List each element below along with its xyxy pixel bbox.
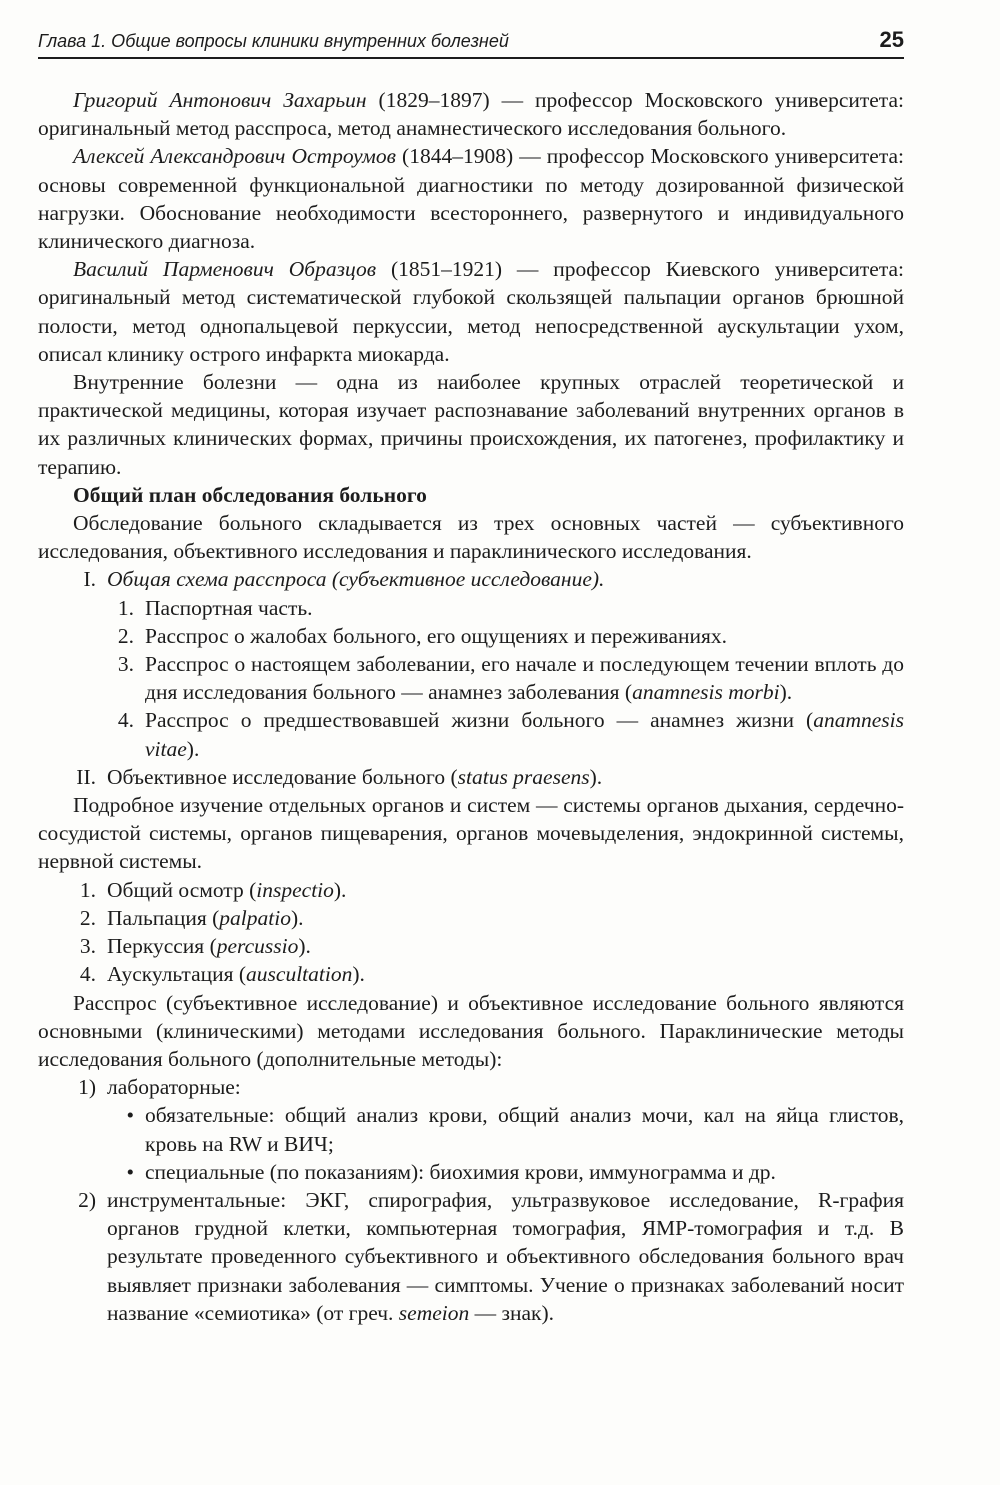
section-heading: Общий план обследования больного <box>73 482 427 507</box>
part-one-title: Общая схема расспроса (субъективное исследование). <box>107 567 605 592</box>
bio-name: Василий Парменович Образцов <box>73 257 377 282</box>
item-text <box>107 904 904 932</box>
item-text-main: Перкуссия ( <box>107 934 217 959</box>
list-item <box>38 932 904 960</box>
latin-term: anamnesis vitae <box>145 708 904 761</box>
interview-list <box>38 594 904 763</box>
item-text-main: Расспрос о предшествовавшей жизни больного — анамнез жизни ( <box>145 708 814 733</box>
bullet-text: специальные (по показаниям): биохимия крови, иммунограмма и др. <box>145 1159 776 1184</box>
item-text-end: ). <box>290 905 304 930</box>
list-item <box>38 876 904 904</box>
latin-term: semeion <box>398 1300 470 1325</box>
item-text: Расспрос о жалобах больного, его ощущениях и переживаниях. <box>145 623 727 648</box>
item-number: 2) <box>78 1187 96 1212</box>
lab-methods <box>38 1073 904 1101</box>
bullet-item <box>107 1101 904 1157</box>
item-text-main: Расспрос о настоящем заболевании, его начале и последующем течении вплоть до дня исследования больного — анамнез заболевания ( <box>145 652 904 705</box>
item-number: 3. <box>79 934 96 959</box>
latin-term: anamnesis morbi <box>632 680 780 705</box>
list-item <box>38 904 904 932</box>
methods-paragraph: Расспрос (субъективное исследование) и объективное исследование больного являются основными (клиническими) методами исследования больного. Параклинические методы исследования больного (дополнительные методы): <box>38 990 904 1071</box>
list-item <box>107 622 904 650</box>
item-number: 2. <box>79 905 96 930</box>
part-two-text: Объективное исследование больного ( <box>107 764 458 789</box>
instrumental-text-end: — знак). <box>469 1300 555 1325</box>
lab-bullet-list <box>38 1101 904 1186</box>
bullet-item <box>107 1158 904 1186</box>
roman-numeral: II. <box>76 764 96 789</box>
latin-term: percussio <box>216 934 299 959</box>
bio-text: (1829–1897) — профессор Московского университета: оригинальный метод расспроса, метод анамнестического исследования больного. <box>38 88 904 141</box>
bio-name: Григорий Антонович Захарьин <box>73 88 367 112</box>
bullet-glyph: • <box>126 1159 134 1184</box>
item-number: 4. <box>117 708 134 733</box>
page-body <box>38 86 904 1327</box>
item-number: 4. <box>79 962 96 987</box>
part-one <box>38 565 904 593</box>
item-text-main: Пальпация ( <box>107 905 220 930</box>
item-text: Паспортная часть. <box>145 595 313 620</box>
bio-paragraph <box>38 142 904 255</box>
latin-term: inspectio <box>256 877 334 902</box>
bullet-glyph: • <box>126 1103 134 1128</box>
part-two-title <box>107 763 904 791</box>
intro-paragraph: Внутренние болезни — одна из наиболее крупных отраслей теоретической и практической медицины, которая изучает распознавание заболеваний внутренних органов в их различных клинических формах, причины происхождения, их патогенез, профилактику и терапию. <box>38 370 904 479</box>
bio-paragraph <box>38 255 904 368</box>
list-item <box>38 960 904 988</box>
roman-numeral: I. <box>83 567 96 592</box>
item-text-end: ). <box>186 736 200 761</box>
item-number: 2. <box>117 623 134 648</box>
item-number: 1. <box>117 595 134 620</box>
bio-name: Алексей Александрович Остроумов <box>73 144 396 169</box>
item-text <box>107 876 904 904</box>
item-number: 1. <box>79 877 96 902</box>
part-two-paragraph: Подробное изучение отдельных органов и систем — системы органов дыхания, сердечно-сосудистой системы, органов пищеварения, органов мочевыделения, эндокринной системы, нервной системы. <box>38 793 904 874</box>
bio-text: (1844–1908) — профессор Московского университета: основы современной функциональной диагностики по методу дозированной физической нагрузки. Обоснование необходимости всестороннего, развернутого и индивидуального клинического диагноза. <box>38 144 905 254</box>
page-number: 25 <box>879 27 904 52</box>
exam-methods-list <box>38 876 904 989</box>
latin-term: auscultation <box>246 962 353 987</box>
item-text <box>145 650 904 706</box>
item-text <box>107 932 904 960</box>
item-number: 1) <box>78 1075 96 1100</box>
part-two-end: ). <box>589 764 603 789</box>
item-number: 3. <box>117 652 134 677</box>
item-text <box>107 960 904 988</box>
item-text-main: Аускультация ( <box>107 962 247 987</box>
part-two <box>38 763 904 791</box>
list-item <box>107 594 904 622</box>
chapter-title: Глава 1. Общие вопросы клиники внутренних болезней <box>38 31 509 51</box>
list-item <box>107 650 904 706</box>
latin-term: palpatio <box>219 905 291 930</box>
bio-text: (1851–1921) — профессор Киевского университета: оригинальный метод систематической глубокой скользящей пальпации органов брюшной полости, метод однопальцевой перкуссии, метод непосредственной аускультации ухом, описал клинику острого инфаркта миокарда. <box>38 257 904 366</box>
item-text-end: ). <box>298 934 311 959</box>
bullet-text: обязательные: общий анализ крови, общий анализ мочи, кал на яйца глистов, кровь на RW и ВИЧ; <box>145 1103 904 1156</box>
lab-label: лабораторные: <box>107 1075 241 1100</box>
bio-paragraph <box>38 86 904 142</box>
list-item <box>107 706 904 762</box>
item-text <box>145 706 904 762</box>
item-text-end: ). <box>352 962 365 987</box>
running-header <box>38 27 904 59</box>
item-text-end: ). <box>333 877 347 902</box>
item-text-end: ). <box>779 680 793 705</box>
item-text-main: Общий осмотр ( <box>107 877 257 902</box>
latin-term: status praesens <box>457 764 590 789</box>
instrumental-text <box>107 1186 904 1327</box>
instrumental-text-main: инструментальные: ЭКГ, спирография, ультразвуковое исследование, R-графия органов грудной клетки, компьютерная томография, ЯМР-томография и т.д. В результате проведенного субъективного и объективного обследования больного врач выявляет признаки заболевания — симптомы. Учение о признаках заболеваний носит название «семиотика» (от греч. <box>107 1187 904 1325</box>
section-intro: Обследование больного складывается из трех основных частей — субъективного исследования, объективного исследования и параклинического исследования. <box>38 511 904 564</box>
instrumental-methods <box>38 1186 904 1327</box>
